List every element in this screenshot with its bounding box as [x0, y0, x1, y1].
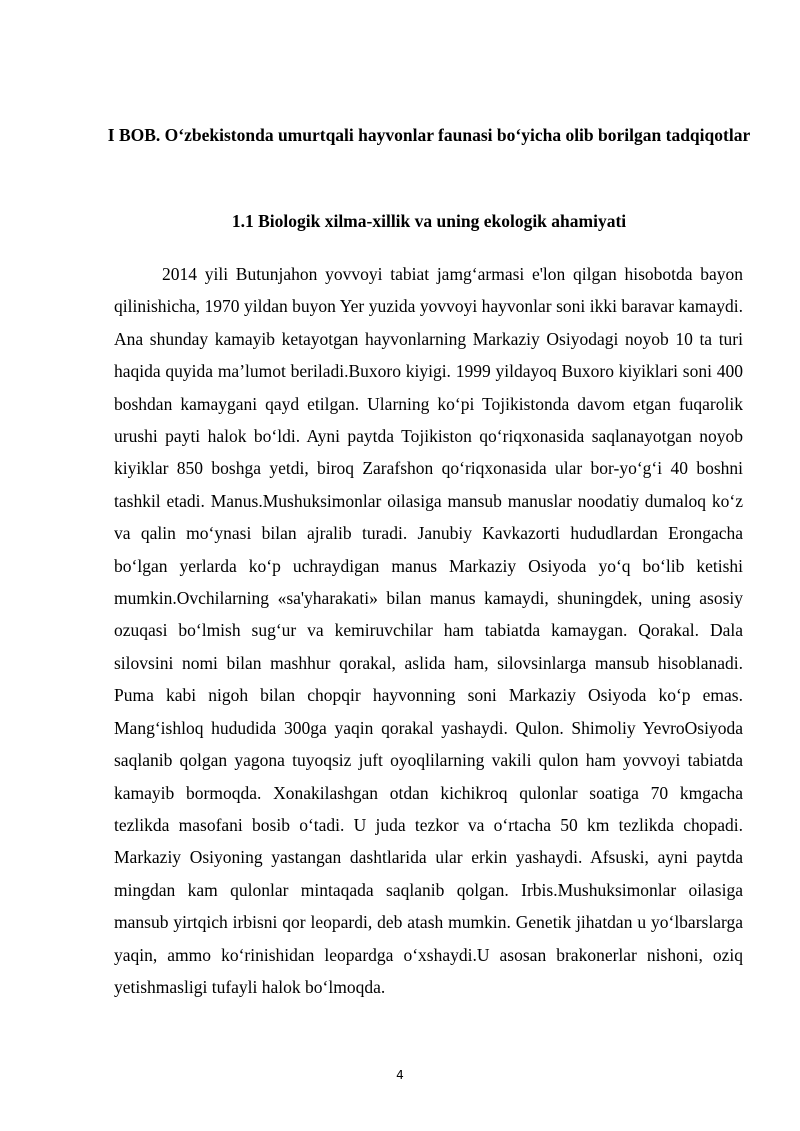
chapter-title: I BOB. O‘zbekistonda umurtqali hayvonlar faunasi bo‘yicha olib borilgan tadqiqotlar [107, 125, 751, 145]
section-title: 1.1 Biologik xilma-xillik va uning ekologik ahamiyati [231, 211, 627, 231]
page-number: 4 [396, 1068, 404, 1082]
body-paragraph: 2014 yili Butunjahon yovvoyi tabiat jamg‘armasi e'lon qilgan hisobotda bayon qilinishicha, 1970 yildan buyon Yer yuzida yovvoyi hayvonlar soni ikki baravar kamaydi. Ana shunday kamayib ketayotgan hayvonlarning Markaziy Osiyodagi noyob 10 ta turi haqida quyida ma’lumot beriladi.Buxoro kiyigi. 1999 yildayoq Buxoro kiyiklari soni 400 boshdan kamaygani qayd etilgan. Ularning ko‘pi Tojikistonda davom etgan fuqarolik urushi payti halok bo‘ldi. Ayni paytda Tojikiston qo‘riqxonasida saqlanayotgan noyob kiyiklar 850 boshga yetdi, biroq Zarafshon qo‘riqxonasida ular bor-yo‘g‘i 40 boshni tashkil etadi. Manus.Mushuksimonlar oilasiga mansub manuslar noodatiy dumaloq ko‘z va qalin mo‘ynasi bilan ajralib turadi. Janubiy Kavkazorti hududlardan Erongacha bo‘lgan yerlarda ko‘p uchraydigan manus Markaziy Osiyoda yo‘q bo‘lib ketishi mumkin.Ovchilarning «sa'yharakati» bilan manus kamaydi, shuningdek, uning asosiy ozuqasi bo‘lmish sug‘ur va kemiruvchilar ham tabiatda kamaygan. Qorakal. Dala silovsini nomi bilan mashhur qorakal, aslida ham, silovsinlarga mansub hisoblanadi. Puma kabi nigoh bilan chopqir hayvonning soni Markaziy Osiyoda ko‘p emas. Mang‘ishloq hududida 300ga yaqin qorakal yashaydi. Qulon. Shimoliy YevroOsiyoda saqlanib qolgan yagona tuyoqsiz juft oyoqlilarning vakili qulon ham yovvoyi tabiatda kamayib bormoqda. Xonakilashgan otdan kichikroq qulonlar soatiga 70 kmgacha tezlikda masofani bosib o‘tadi. U juda tezkor va o‘rtacha 50 km tezlikda chopadi. Markaziy Osiyoning yastangan dashtlarida ular erkin yashaydi. Afsuski, ayni paytda mingdan kam qulonlar mintaqada saqlanib qolgan. Irbis.Mushuksimonlar oilasiga mansub yirtqich irbisni qor leopardi, deb atash mumkin. Genetik jihatdan u yo‘lbarslarga yaqin, ammo ko‘rinishidan leopardga o‘xshaydi.U asosan brakonerlar nishoni, oziq yetishmasligi tufayli halok bo‘lmoqda. [114, 264, 743, 997]
